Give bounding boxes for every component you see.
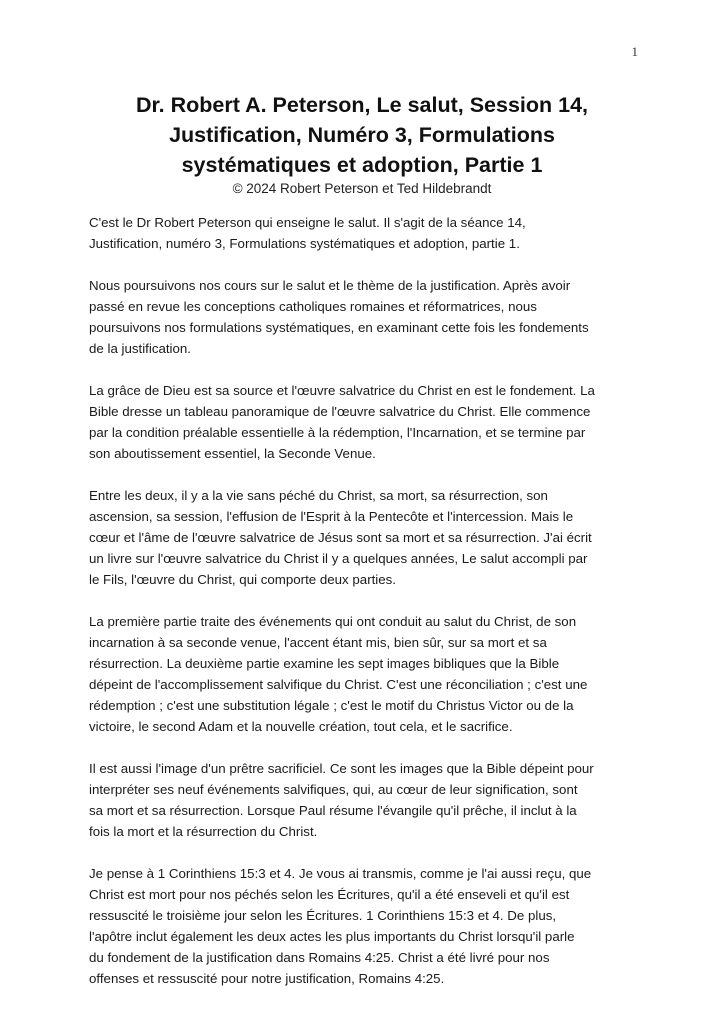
paragraph bbox=[89, 485, 649, 590]
paragraph bbox=[89, 380, 649, 464]
text-line: Je pense à 1 Corinthiens 15:3 et 4. Je vous ai transmis, comme je l'ai aussi reçu, que bbox=[89, 866, 592, 881]
text-line: un livre sur l'œuvre salvatrice du Christ il y a quelques années, Le salut accompli par bbox=[89, 551, 588, 566]
paragraph bbox=[89, 212, 649, 254]
text-line: de la justification. bbox=[89, 341, 191, 356]
document-body bbox=[89, 212, 649, 1010]
text-line: cœur et l'âme de l'œuvre salvatrice de Jésus sont sa mort et sa résurrection. J'ai écrit bbox=[89, 530, 592, 545]
title-line: Justification, Numéro 3, Formulations bbox=[169, 123, 555, 147]
text-line: passé en revue les conceptions catholiques romaines et réformatrices, nous bbox=[89, 299, 537, 314]
paragraph bbox=[89, 275, 649, 359]
text-line: Il est aussi l'image d'un prêtre sacrificiel. Ce sont les images que la Bible dépeint pour bbox=[89, 761, 594, 776]
paragraph bbox=[89, 863, 649, 989]
paragraph bbox=[89, 758, 649, 842]
text-line: offenses et ressuscité pour notre justification, Romains 4:25. bbox=[89, 971, 445, 986]
text-line: du fondement de la justification dans Romains 4:25. Christ a été livré pour nos bbox=[89, 950, 550, 965]
paragraph bbox=[89, 611, 649, 737]
text-line: incarnation à sa seconde venue, l'accent étant mis, bien sûr, sur sa mort et sa bbox=[89, 635, 547, 650]
page-number: 1 bbox=[631, 44, 638, 59]
text-line: résurrection. La deuxième partie examine les sept images bibliques que la Bible bbox=[89, 656, 560, 671]
copyright-notice: © 2024 Robert Peterson et Ted Hildebrandt bbox=[232, 181, 492, 196]
text-line: ressuscité le troisième jour selon les Écritures. 1 Corinthiens 15:3 et 4. De plus, bbox=[89, 908, 557, 923]
title-line: systématiques et adoption, Partie 1 bbox=[181, 153, 543, 177]
text-line: le Fils, l'œuvre du Christ, qui comporte deux parties. bbox=[89, 572, 397, 587]
text-line: son aboutissement essentiel, la Seconde Venue. bbox=[89, 446, 376, 461]
text-line: ascension, sa session, l'effusion de l'Esprit à la Pentecôte et l'intercession. Mais le bbox=[89, 509, 574, 524]
text-line: dépeint de l'accomplissement salvifique du Christ. C'est une réconciliation ; c'est une bbox=[89, 677, 588, 692]
document-title bbox=[90, 90, 634, 180]
text-line: victoire, le second Adam et la nouvelle création, tout cela, et le sacrifice. bbox=[89, 719, 513, 734]
text-line: Entre les deux, il y a la vie sans péché du Christ, sa mort, sa résurrection, son bbox=[89, 488, 548, 503]
text-line: fois la mort et la résurrection du Christ. bbox=[89, 824, 318, 839]
text-line: La première partie traite des événements qui ont conduit au salut du Christ, de son bbox=[89, 614, 577, 629]
text-line: Christ est mort pour nos péchés selon les Écritures, qu'il a été enseveli et qu'il est bbox=[89, 887, 570, 902]
text-line: Nous poursuivons nos cours sur le salut et le thème de la justification. Après avoir bbox=[89, 278, 571, 293]
text-line: Justification, numéro 3, Formulations systématiques et adoption, partie 1. bbox=[89, 236, 520, 251]
document-header bbox=[90, 90, 634, 198]
text-line: interpréter ses neuf événements salvifiques, qui, au cœur de leur signification, sont bbox=[89, 782, 578, 797]
text-line: C'est le Dr Robert Peterson qui enseigne le salut. Il s'agit de la séance 14, bbox=[89, 215, 526, 230]
title-line: Dr. Robert A. Peterson, Le salut, Session 14, bbox=[135, 93, 589, 117]
text-line: La grâce de Dieu est sa source et l'œuvre salvatrice du Christ en est le fondement. La bbox=[89, 383, 595, 398]
text-line: rédemption ; c'est une substitution légale ; c'est le motif du Christus Victor ou de la bbox=[89, 698, 574, 713]
text-line: par la condition préalable essentielle à la rédemption, l'Incarnation, et se termine par bbox=[89, 425, 586, 440]
text-line: Bible dresse un tableau panoramique de l'œuvre salvatrice du Christ. Elle commence bbox=[89, 404, 591, 419]
text-line: poursuivons nos formulations systématiques, en examinant cette fois les fondements bbox=[89, 320, 589, 335]
text-line: l'apôtre inclut également les deux actes les plus importants du Christ lorsqu'il parle bbox=[89, 929, 575, 944]
text-line: sa mort et sa résurrection. Lorsque Paul résume l'évangile qu'il prêche, il inclut à la bbox=[89, 803, 577, 818]
